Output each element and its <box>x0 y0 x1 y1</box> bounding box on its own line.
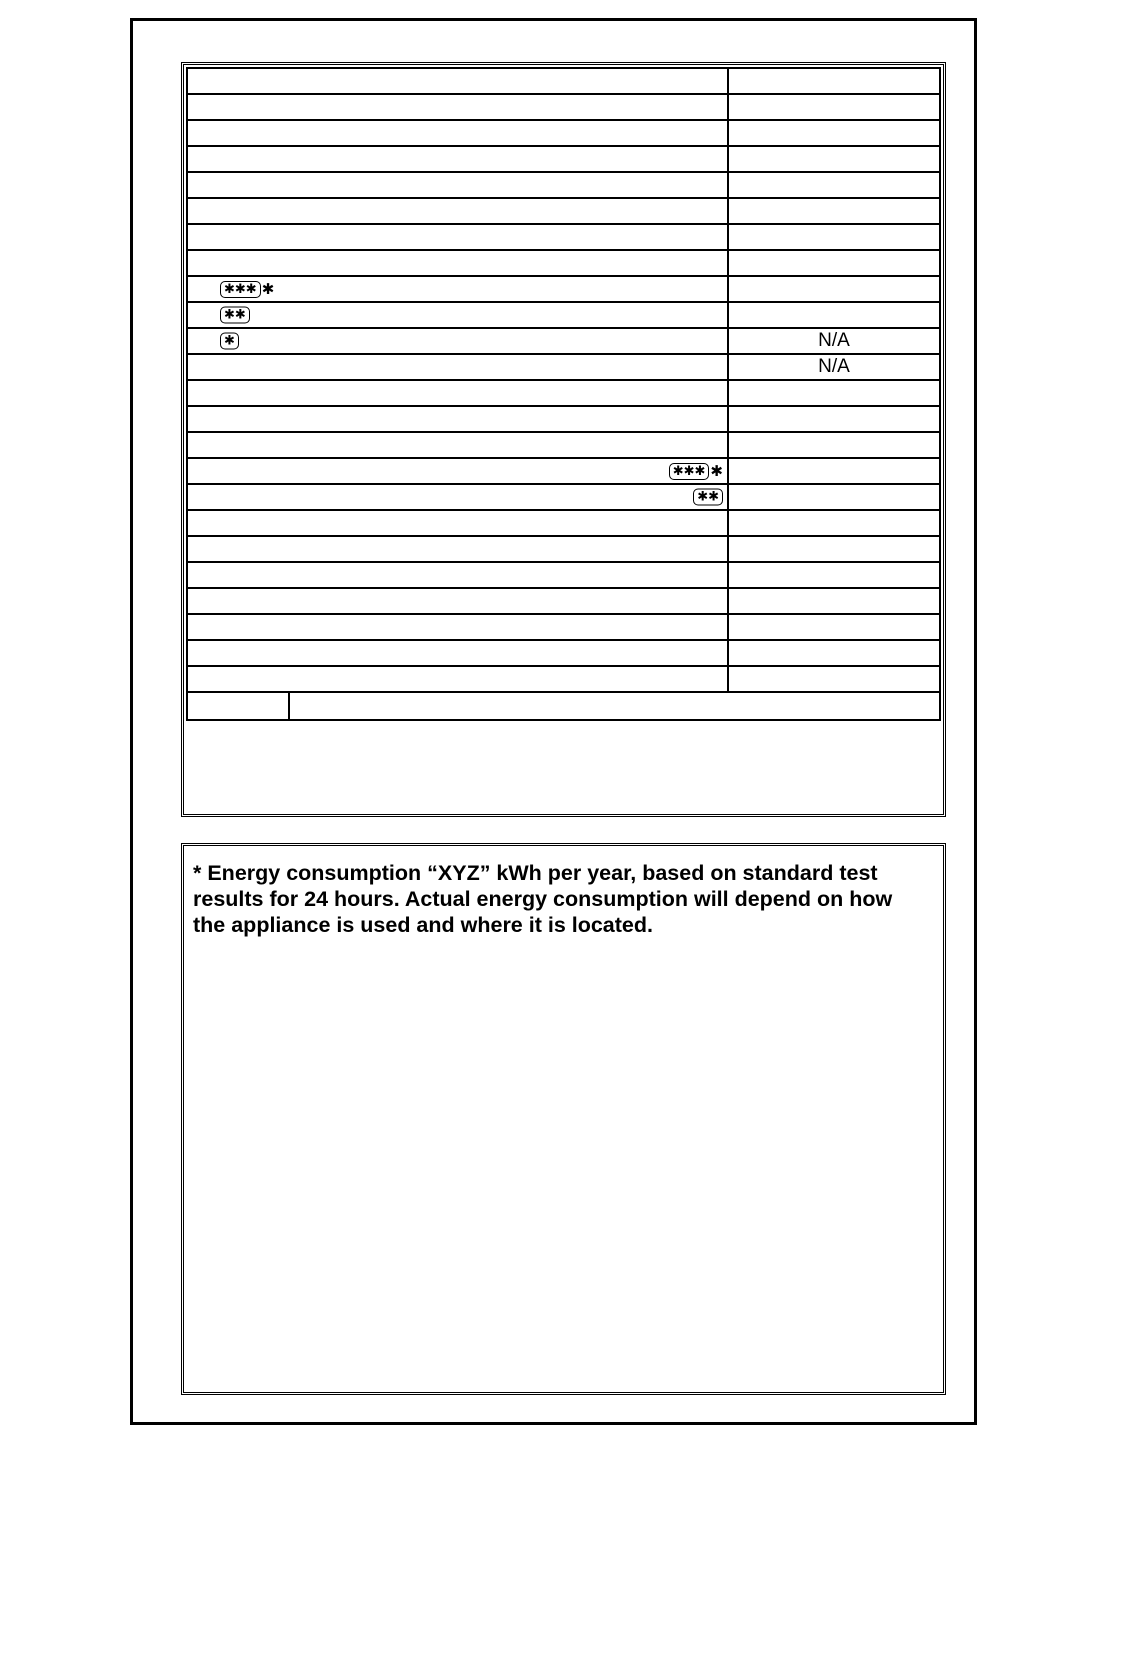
spec-row <box>187 666 940 692</box>
spec-value-cell <box>728 380 940 406</box>
spec-value-cell <box>728 562 940 588</box>
freezer-star-rating-icon <box>693 489 723 506</box>
spec-row <box>187 172 940 198</box>
spec-label-cell <box>187 68 728 94</box>
spec-value-cell <box>728 68 940 94</box>
spec-row <box>187 250 940 276</box>
freezer-star-rating-icon <box>220 333 239 350</box>
spec-row <box>187 68 940 94</box>
star-box-icon: ✱✱ <box>220 307 250 324</box>
star-box-icon: ✱✱ <box>693 489 723 506</box>
spec-value-cell <box>728 172 940 198</box>
spec-row <box>187 562 940 588</box>
spec-label-cell <box>187 250 728 276</box>
spec-label-cell <box>187 328 728 354</box>
spec-value-cell <box>728 94 940 120</box>
spec-row <box>187 354 940 380</box>
spec-value-cell: N/A <box>728 354 940 380</box>
spec-footer-left <box>188 693 290 719</box>
spec-label-cell <box>187 276 728 302</box>
star-box-icon: ✱✱✱ <box>669 463 710 480</box>
spec-label-cell <box>187 432 728 458</box>
spec-label-cell <box>187 146 728 172</box>
spec-label-cell <box>187 380 728 406</box>
specification-table <box>186 67 941 721</box>
spec-footer-row <box>187 692 940 720</box>
spec-row <box>187 510 940 536</box>
spec-label-cell <box>187 198 728 224</box>
spec-value-cell <box>728 250 940 276</box>
spec-value-cell: N/A <box>728 328 940 354</box>
spec-label-cell <box>187 354 728 380</box>
spec-value-cell <box>728 510 940 536</box>
spec-label-cell <box>187 666 728 692</box>
star-box-icon: ✱✱✱ <box>220 281 261 298</box>
spec-label-cell <box>187 588 728 614</box>
spec-row <box>187 380 940 406</box>
spec-value-cell <box>728 224 940 250</box>
spec-label-cell <box>187 94 728 120</box>
spec-row <box>187 640 940 666</box>
spec-row <box>187 94 940 120</box>
spec-row <box>187 276 940 302</box>
spec-label-cell <box>187 302 728 328</box>
specification-table-body <box>187 68 940 720</box>
spec-row <box>187 146 940 172</box>
extra-star-icon: ✱ <box>261 280 275 298</box>
spec-row <box>187 198 940 224</box>
spec-row <box>187 328 940 354</box>
spec-row <box>187 406 940 432</box>
spec-footer-right <box>290 693 939 719</box>
spec-label-cell <box>187 640 728 666</box>
spec-row <box>187 302 940 328</box>
spec-label-cell <box>187 172 728 198</box>
spec-row <box>187 458 940 484</box>
specification-table-frame <box>181 62 946 817</box>
spec-label-cell <box>187 406 728 432</box>
freezer-star-rating-icon <box>669 462 723 480</box>
spec-value-cell <box>728 276 940 302</box>
energy-note-frame <box>181 843 946 1395</box>
spec-label-cell <box>187 614 728 640</box>
spec-label-cell <box>187 484 728 510</box>
spec-label-cell <box>187 224 728 250</box>
spec-footer-cell <box>187 692 940 720</box>
spec-value-cell <box>728 432 940 458</box>
spec-value-cell <box>728 588 940 614</box>
freezer-star-rating-icon <box>220 280 274 298</box>
spec-value-cell <box>728 614 940 640</box>
extra-star-icon: ✱ <box>710 462 723 480</box>
spec-row <box>187 588 940 614</box>
spec-row <box>187 614 940 640</box>
spec-value-cell <box>728 120 940 146</box>
spec-label-cell <box>187 562 728 588</box>
spec-value-cell <box>728 302 940 328</box>
spec-value-cell <box>728 406 940 432</box>
spec-value-cell <box>728 458 940 484</box>
spec-row <box>187 120 940 146</box>
spec-row <box>187 224 940 250</box>
spec-label-cell <box>187 120 728 146</box>
spec-value-cell <box>728 640 940 666</box>
star-box-icon: ✱ <box>220 333 239 350</box>
spec-row <box>187 536 940 562</box>
spec-label-cell <box>187 510 728 536</box>
freezer-star-rating-icon <box>220 307 250 324</box>
spec-row <box>187 432 940 458</box>
spec-label-cell <box>187 458 728 484</box>
spec-label-cell <box>187 536 728 562</box>
spec-footer-split <box>188 693 939 719</box>
spec-value-cell <box>728 666 940 692</box>
spec-value-cell <box>728 536 940 562</box>
spec-value-cell <box>728 146 940 172</box>
spec-row <box>187 484 940 510</box>
spec-value-cell <box>728 198 940 224</box>
spec-value-cell <box>728 484 940 510</box>
energy-consumption-note: * Energy consumption “XYZ” kWh per year, based on standard test results for 24 hours. Actual energy consumption will depend on how the appliance is used and where it is located. <box>193 861 893 937</box>
